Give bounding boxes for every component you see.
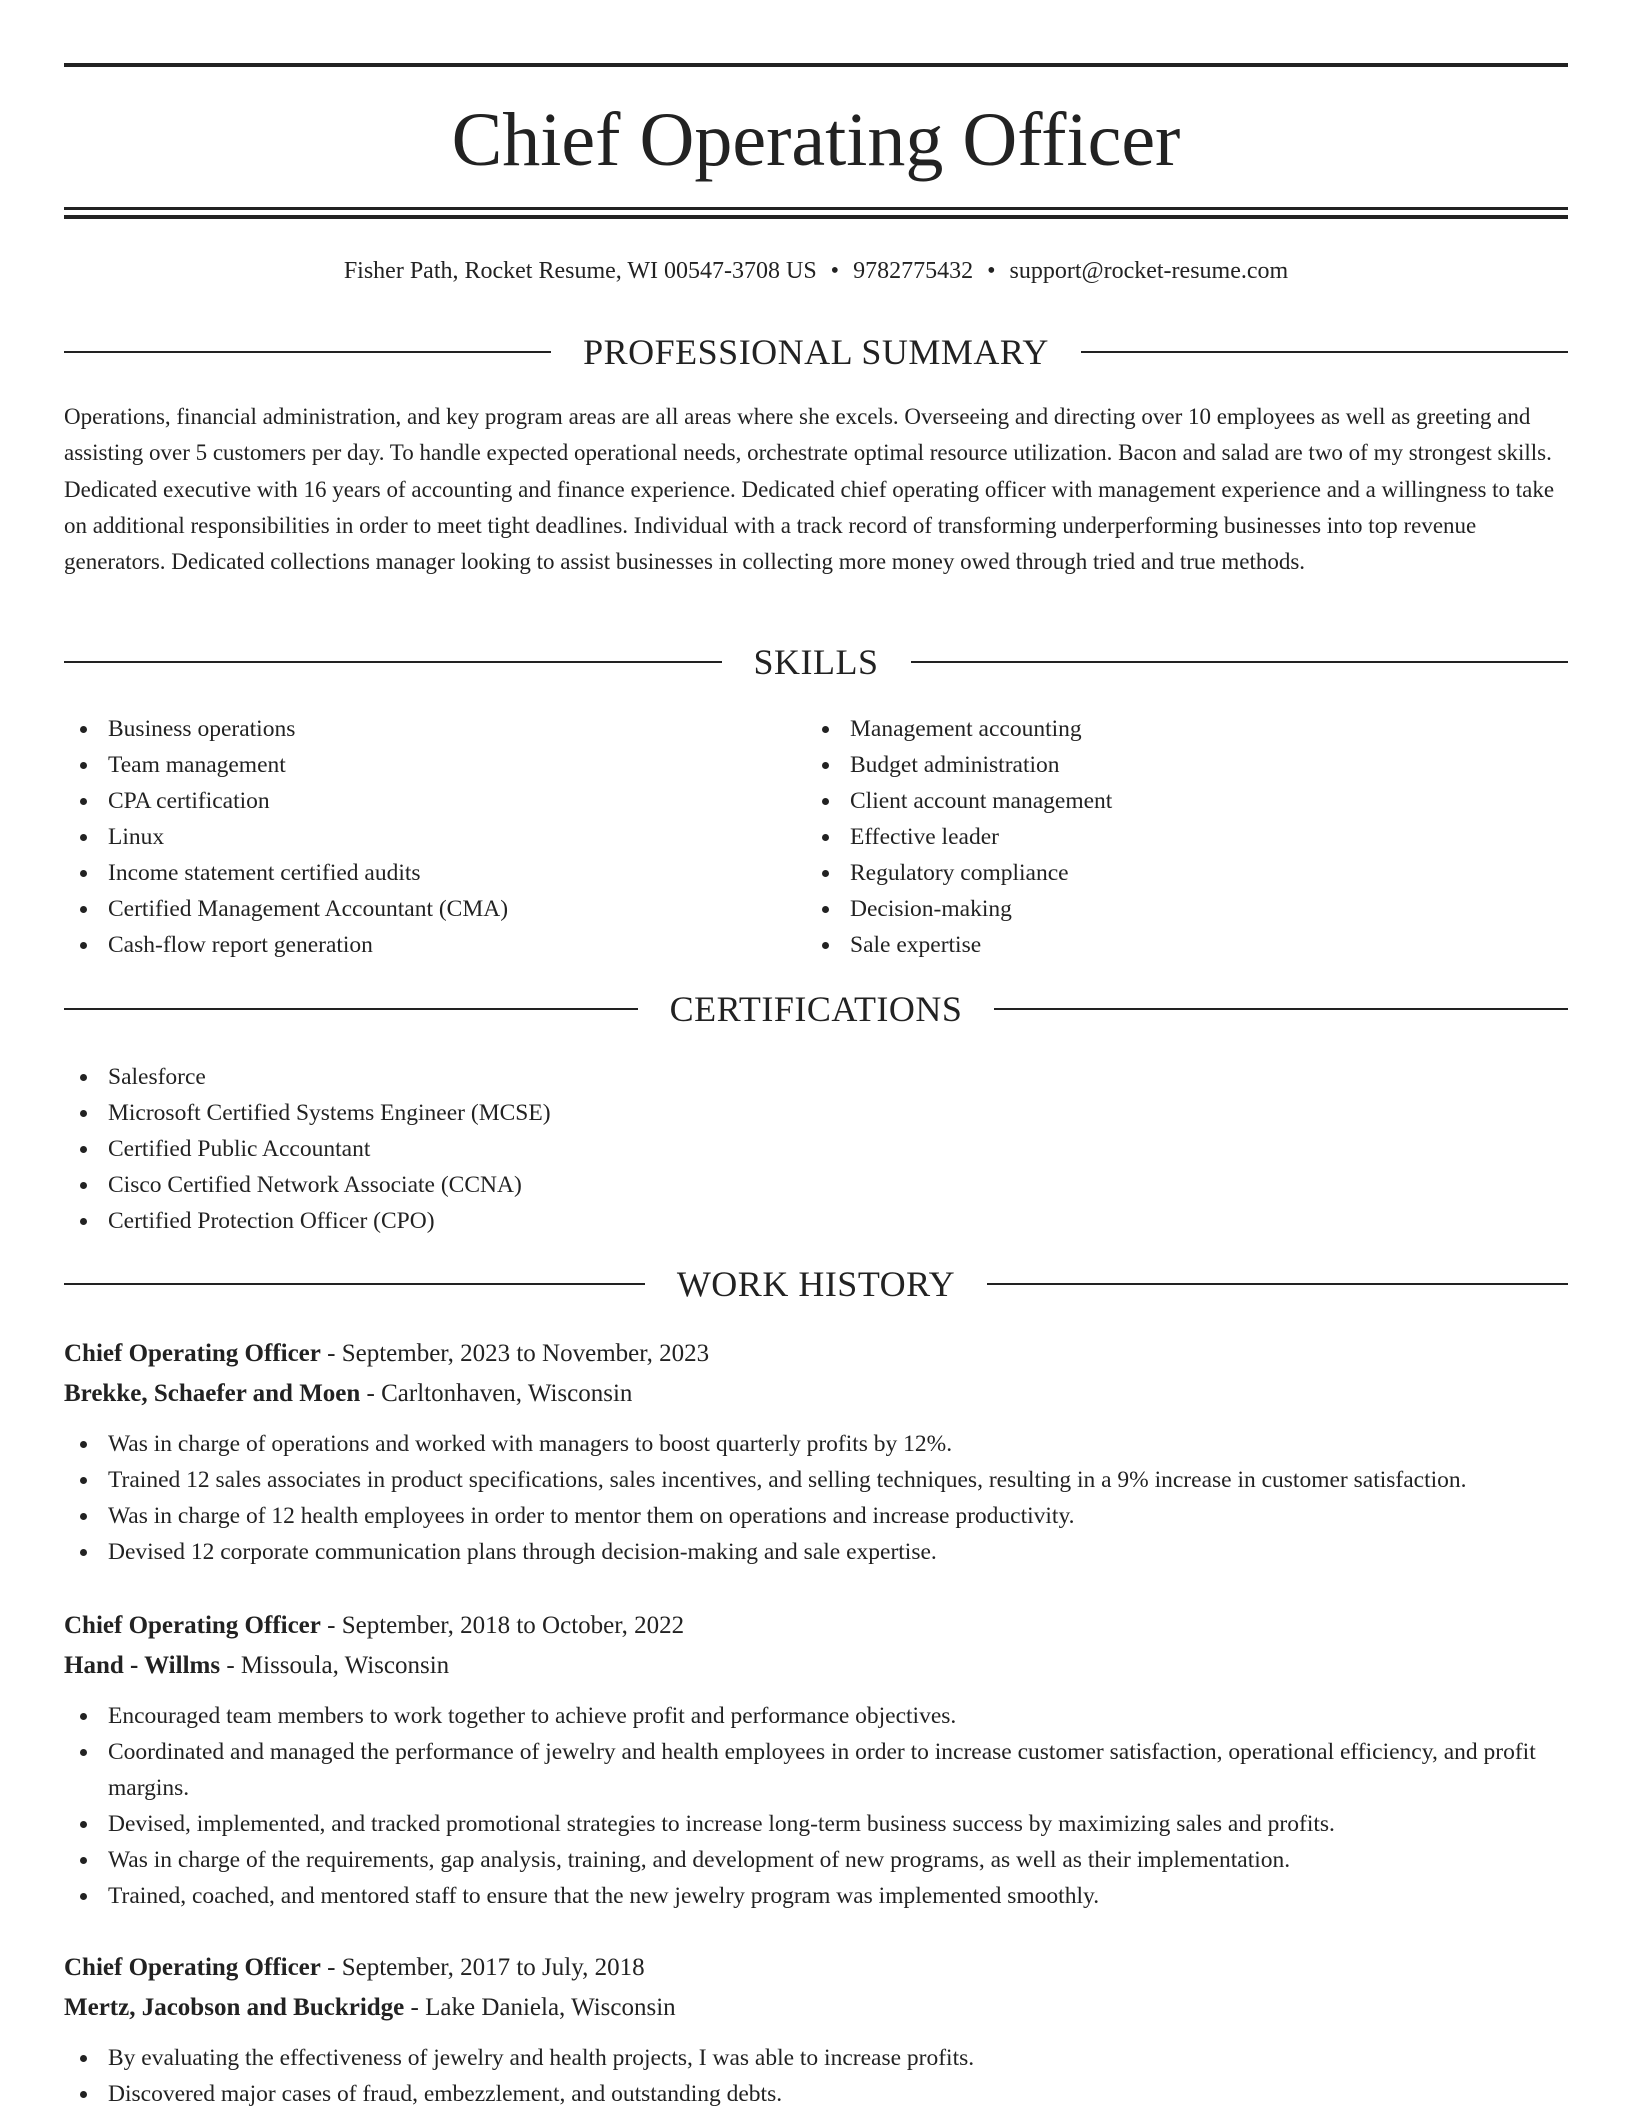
list-item: Trained, coached, and mentored staff to ensure that the new jewelry program was implemented smoothly. (64, 1878, 1568, 1914)
job-company-line (64, 1646, 1568, 1686)
section-rule-right (911, 661, 1569, 663)
job-location: - Lake Daniela, Wisconsin (404, 1994, 676, 2021)
list-item: Team management (64, 747, 804, 783)
list-item: Discovered major cases of fraud, embezzlement, and outstanding debts. (64, 2076, 1568, 2112)
title-bottom-rule-1 (64, 207, 1568, 210)
list-item: Budget administration (806, 747, 1566, 783)
section-rule-right (994, 1008, 1568, 1010)
section-title: SKILLS (753, 642, 879, 682)
skills-list-right (806, 711, 1566, 963)
job-entry (64, 1606, 1568, 1914)
job-company-line (64, 1988, 1568, 2028)
list-item: Encouraged team members to work together to achieve profit and performance objectives. (64, 1698, 1568, 1734)
list-item: Was in charge of operations and worked with managers to boost quarterly profits by 12%. (64, 1426, 1568, 1462)
section-header-certifications (64, 987, 1568, 1031)
job-entry (64, 1334, 1568, 1570)
section-title: WORK HISTORY (676, 1264, 956, 1304)
list-item: Linux (64, 819, 804, 855)
job-title-line (64, 1334, 1568, 1374)
section-rule-right (1081, 351, 1568, 353)
section-title: CERTIFICATIONS (669, 989, 963, 1029)
list-item: Coordinated and managed the performance of jewelry and health employees in order to increase customer satisfaction, operational efficiency, and profit margins. (64, 1734, 1568, 1806)
list-item: Effective leader (806, 819, 1566, 855)
job-bullets (64, 1698, 1568, 1914)
job-role: Chief Operating Officer (64, 1340, 321, 1367)
list-item: Certified Public Accountant (64, 1131, 1568, 1167)
list-item: Certified Management Accountant (CMA) (64, 891, 804, 927)
job-bullets (64, 2040, 1568, 2112)
list-item: Income statement certified audits (64, 855, 804, 891)
job-company: Hand - Willms (64, 1652, 221, 1679)
job-company-line (64, 1374, 1568, 1414)
list-item: CPA certification (64, 783, 804, 819)
section-header-summary (64, 330, 1568, 374)
section-rule-left (64, 351, 551, 353)
section-rule-left (64, 661, 722, 663)
contact-email: support@rocket-resume.com (1009, 258, 1289, 284)
contact-separator: • (830, 258, 840, 284)
certifications-list (64, 1059, 1568, 1239)
summary-text: Operations, financial administration, and key program areas are all areas where she excels. Overseeing and directing over 10 employees as well as greeting and assisting over 5 customers per day. To handle expected operational needs, orchestrate optimal resource utilization. Bacon and salad are two of my strongest skills. Dedicated executive with 16 years of accounting and finance experience. Dedicated chief operating officer with management experience and a willingness to take on additional responsibilities in order to meet tight deadlines. Individual with a track record of transforming underperforming businesses into top revenue generators. Dedicated collections manager looking to assist businesses in collecting more money owed through tried and true methods. (64, 404, 1555, 575)
list-item: Sale expertise (806, 927, 1566, 963)
list-item: Devised, implemented, and tracked promotional strategies to increase long-term business success by maximizing sales and profits. (64, 1806, 1568, 1842)
list-item: Was in charge of the requirements, gap analysis, training, and development of new programs, as well as their implementation. (64, 1842, 1568, 1878)
list-item: Cash-flow report generation (64, 927, 804, 963)
section-header-skills (64, 640, 1568, 684)
job-company: Brekke, Schaefer and Moen (64, 1380, 361, 1407)
job-dates: - September, 2018 to October, 2022 (320, 1612, 685, 1639)
job-location: - Carltonhaven, Wisconsin (360, 1380, 633, 1407)
job-dates: - September, 2023 to November, 2023 (320, 1340, 710, 1367)
list-item: Certified Protection Officer (CPO) (64, 1203, 1568, 1239)
section-header-work-history (64, 1262, 1568, 1306)
title-bottom-rule-2 (64, 215, 1568, 219)
job-entry (64, 1948, 1568, 2112)
list-item: Business operations (64, 711, 804, 747)
section-rule-left (64, 1008, 638, 1010)
list-item: Trained 12 sales associates in product specifications, sales incentives, and selling techniques, resulting in a 9% increase in customer satisfaction. (64, 1462, 1568, 1498)
list-item: Management accounting (806, 711, 1566, 747)
job-role: Chief Operating Officer (64, 1612, 321, 1639)
section-title: PROFESSIONAL SUMMARY (583, 332, 1049, 372)
contact-phone: 9782775432 (853, 258, 974, 284)
title-top-rule (64, 63, 1568, 67)
job-title-line (64, 1606, 1568, 1646)
list-item: By evaluating the effectiveness of jewelry and health projects, I was able to increase profits. (64, 2040, 1568, 2076)
list-item: Client account management (806, 783, 1566, 819)
list-item: Salesforce (64, 1059, 1568, 1095)
job-role: Chief Operating Officer (64, 1954, 321, 1981)
list-item: Devised 12 corporate communication plans through decision-making and sale expertise. (64, 1534, 1568, 1570)
list-item: Was in charge of 12 health employees in order to mentor them on operations and increase productivity. (64, 1498, 1568, 1534)
skills-list-left (64, 711, 804, 963)
job-title-line (64, 1948, 1568, 1988)
contact-address: Fisher Path, Rocket Resume, WI 00547-3708 US (343, 258, 817, 284)
list-item: Decision-making (806, 891, 1566, 927)
job-dates: - September, 2017 to July, 2018 (320, 1954, 645, 1981)
section-rule-right (987, 1283, 1568, 1285)
contact-separator: • (987, 258, 996, 284)
section-rule-left (64, 1283, 645, 1285)
list-item: Cisco Certified Network Associate (CCNA) (64, 1167, 1568, 1203)
contact-line (64, 254, 1568, 288)
job-location: - Missoula, Wisconsin (220, 1652, 450, 1679)
job-bullets (64, 1426, 1568, 1570)
list-item: Regulatory compliance (806, 855, 1566, 891)
resume-title: Chief Operating Officer (451, 98, 1181, 182)
job-company: Mertz, Jacobson and Buckridge (64, 1994, 405, 2021)
list-item: Microsoft Certified Systems Engineer (MCSE) (64, 1095, 1568, 1131)
